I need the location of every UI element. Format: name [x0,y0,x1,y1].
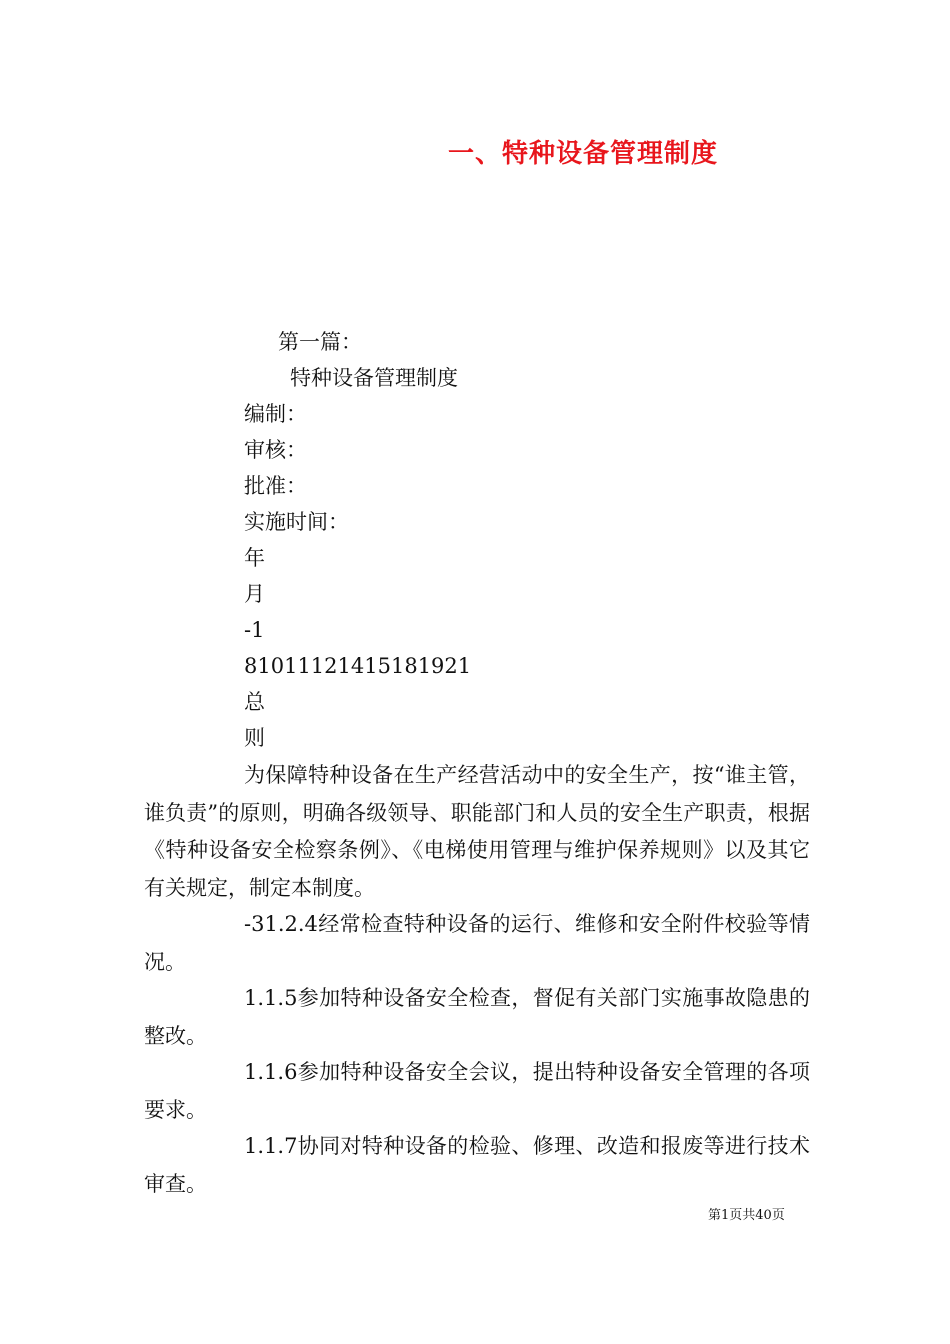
year-label: 年 [244,546,265,570]
document-title: 一、特种设备管理制度 [448,139,719,169]
effective-date-label: 实施时间： [244,510,349,534]
section-label: 第一篇： [278,330,362,354]
body-paragraph: 1.1.5参加特种设备安全检查，督促有关部门实施事故隐患的整改。 [144,986,810,1048]
toc-page-numbers: 81011121415181921 [244,654,472,678]
month-label: 月 [244,582,265,606]
page-footer: 第1页共40页 [708,1208,785,1223]
compiled-by-label: 编制： [244,402,307,426]
section-subtitle: 特种设备管理制度 [290,366,458,390]
toc-marker: -1 [244,618,265,642]
body-paragraph: 1.1.6参加特种设备安全会议，提出特种设备安全管理的各项要求。 [144,1060,810,1122]
approved-by-label: 批准： [244,474,307,498]
heading-general-1: 总 [244,690,265,714]
body-paragraph: -31.2.4经常检查特种设备的运行、维修和安全附件校验等情况。 [144,912,810,974]
body-paragraph: 1.1.7协同对特种设备的检验、修理、改造和报废等进行技术审查。 [144,1134,810,1196]
body-paragraph: 为保障特种设备在生产经营活动中的安全生产，按“谁主管，谁负责”的原则，明确各级领导、职能部门和人员的安全生产职责，根据《特种设备安全检察条例》、《电梯使用管理与维护保养规则》以及其它有关规定，制定本制度。 [144,763,810,900]
reviewed-by-label: 审核： [244,438,307,462]
heading-general-2: 则 [244,726,265,750]
